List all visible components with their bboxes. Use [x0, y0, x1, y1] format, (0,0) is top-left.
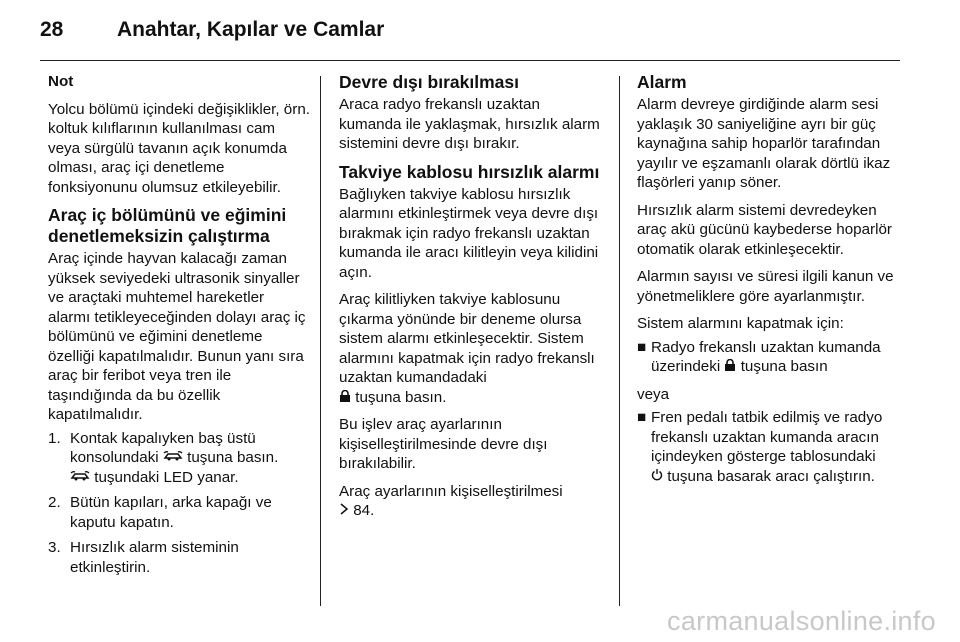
step-text: tuşundaki LED yanar. [94, 468, 239, 486]
page-reference[interactable]: 84. [353, 502, 375, 520]
column-divider-1 [320, 76, 321, 606]
list-item-text: Fren pedalı tatbik edilmiş ve radyo frekanslı uzaktan kumanda aracın içindeyken gösterge tablosundaki [651, 409, 883, 466]
header-rule [40, 60, 900, 61]
step-number: 3. [48, 539, 61, 557]
towbar-text-1: Bağlıyken takviye kablosu hırsızlık alarmını etkinleştirmek veya devre dışı bırakmak için radyo frekanslı uzaktan kumanda ile aracı kilitleyin veya kilidini açın. [339, 185, 599, 281]
note-heading: Not [48, 73, 74, 90]
alarm-text-4: Sistem alarmını kapatmak için: [637, 315, 844, 332]
bullet-glyph: ■ [637, 409, 647, 427]
car-sensor-icon [70, 468, 90, 488]
page-header [0, 0, 960, 60]
section-body: Araç içinde hayvan kalacağı zaman yüksek seviyedeki ultrasonik sinyaller ve araçtaki muhtemel hareketler alarmı tetikleyeceğinden dolayı araç iç bölümünü ve eğimini denetleme özelliği kapatılmalıdır. Bunun yanı sıra araç bir feribot veya tren ile taşındığında da bu özellik kapatılmalıdır. [48, 250, 306, 423]
car-sensor-icon [163, 448, 183, 468]
alarm-text-2: Hırsızlık alarm sistemi devredeyken araç akü gücünü kaybederse hoparlör otomatik olarak etkinleşecektir. [637, 201, 892, 258]
watermark: carmanualsonline.info [667, 606, 936, 636]
list-item-text: tuşuna basarak aracı çalıştırın. [667, 467, 875, 485]
step-text: Kontak kapalıyken baş üstü konsolundaki [70, 429, 256, 466]
section-heading-alarm: Alarm [637, 72, 687, 92]
list-item-text: Radyo frekanslı uzaktan kumanda üzerindeki [651, 338, 881, 375]
step-number: 2. [48, 494, 61, 512]
step-item [48, 493, 310, 532]
note-text: Yolcu bölümü içindeki değişiklikler, örn. koltuk kılıflarının kullanılması cam veya sürgülü tavanın açık konumda olması, araç içi denetleme fonksiyonunu olumsuz etkileyebilir. [48, 100, 310, 196]
step-text: Bütün kapıları, arka kapağı ve kaputu kapatın. [70, 494, 272, 531]
towbar-text-4 [339, 482, 601, 521]
paragraph-text: Araç kilitliyken takviye kablosunu çıkarma yönünde bir deneme olursa sistem alarmı etkinleşecektir. Sistem alarmını kapatmak için radyo frekanslı uzaktan kumandadaki [339, 291, 595, 386]
step-text: tuşuna basın. [187, 449, 279, 466]
column-3 [637, 72, 905, 494]
list-item [637, 408, 905, 486]
step-number: 1. [48, 429, 61, 447]
power-icon [651, 467, 663, 487]
step-text: Hırsızlık alarm sisteminin etkinleştirin. [70, 539, 239, 576]
list-item-text: tuşuna basın [740, 358, 828, 375]
lock-icon [724, 357, 736, 377]
section-heading-deactivation: Devre dışı bırakılması [339, 72, 519, 92]
section-heading-towbar-alarm: Takviye kablosu hırsızlık alarmı [339, 161, 600, 182]
bullet-glyph: ■ [637, 338, 647, 356]
list-item [637, 338, 905, 377]
column-2 [339, 72, 601, 529]
page-number: 28 [40, 18, 64, 41]
or-text: veya [637, 385, 670, 403]
alarm-text-1: Alarm devreye girdiğinde alarm sesi yaklaşık 30 saniyeliğine ayrı bir güç kaynağına sahip hoparlör tarafından yayılır ve eşzamanlı olarak dörtlü ikaz flaşörleri yanıp söner. [637, 96, 891, 191]
paragraph-text: tuşuna basın. [355, 388, 447, 406]
bullet-list-2 [637, 408, 905, 486]
steps-list [48, 429, 310, 578]
column-divider-2 [619, 76, 620, 606]
alarm-text-3: Alarmın sayısı ve süresi ilgili kanun ve yönetmeliklere göre ayarlanmıştır. [637, 268, 894, 305]
deactivation-text: Araca radyo frekanslı uzaktan kumanda ile yaklaşmak, hırsızlık alarm sistemini devre dışı bırakır. [339, 96, 600, 152]
step-item [48, 538, 310, 577]
towbar-text-2 [339, 290, 601, 407]
reference-arrow-icon [339, 501, 349, 521]
step-item [48, 429, 310, 488]
column-1 [48, 72, 310, 583]
section-heading-interior-monitoring: Araç iç bölümünü ve eğimini denetlemeksizin çalıştırma [48, 205, 287, 246]
bullet-list-1 [637, 338, 905, 377]
towbar-text-3: Bu işlev araç ayarlarının kişiselleştirilmesinde devre dışı bırakılabilir. [339, 416, 548, 473]
chapter-title: Anahtar, Kapılar ve Camlar [117, 18, 385, 41]
lock-icon [339, 388, 351, 408]
paragraph-text: Araç ayarlarının kişiselleştirilmesi [339, 482, 563, 500]
